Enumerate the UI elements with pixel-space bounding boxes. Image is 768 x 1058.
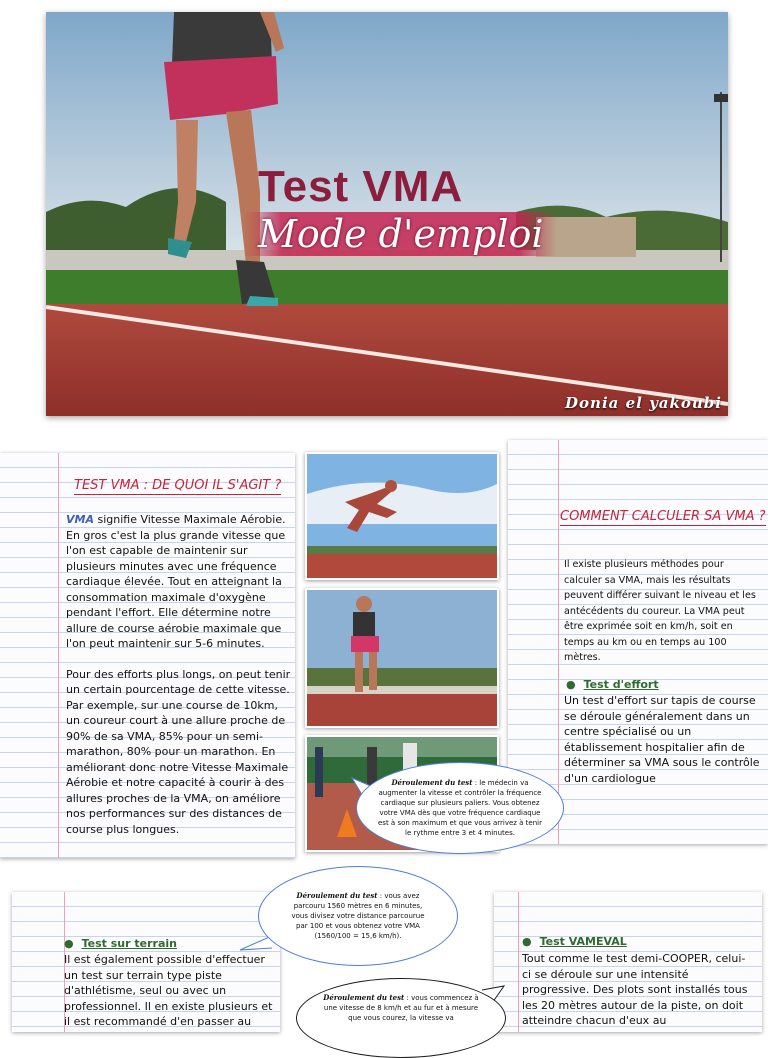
bubble-vameval-label: Déroulement du test <box>323 993 405 1002</box>
test-effort-heading <box>566 678 659 691</box>
section-heading-calc: COMMENT CALCULER SA VMA ? <box>560 509 766 524</box>
bubble-effort-label: Déroulement du test <box>391 778 473 787</box>
hero-title: Test VMA <box>258 162 464 211</box>
hero-banner <box>46 12 728 416</box>
test-effort-text: Un test d'effort sur tapis de course se déroule généralement dans un centre spécialisé ou un établissement hospitalier afin de déterminer sa VMA sous le contrôle d'un cardiologue <box>564 694 760 785</box>
hero-credit: Donia el yakoubi <box>565 394 722 412</box>
photo-runner <box>305 588 499 728</box>
bubble-terrain <box>258 866 458 966</box>
bubble-vameval <box>296 978 506 1058</box>
round-bullet-icon: ● <box>522 935 532 948</box>
margin-line <box>58 453 59 858</box>
round-bullet-icon: ● <box>566 678 576 691</box>
test-effort-label: Test d'effort <box>583 678 659 691</box>
bubble-vameval-text: : vous commencez à une vitesse de 8 km/h et au fur et à mesure que vous courez, la vitesse va <box>323 994 479 1022</box>
test-terrain-label: Test sur terrain <box>81 937 177 950</box>
photo-sprinter <box>305 452 499 580</box>
bubble-terrain-label: Déroulement du test <box>296 891 378 900</box>
sprinter-image <box>307 454 497 578</box>
bubble-effort <box>356 762 564 854</box>
round-bullet-icon: ● <box>64 937 74 950</box>
vma-lead: VMA <box>66 513 94 526</box>
test-vameval-label: Test VAMEVAL <box>539 935 627 948</box>
vma-definition-card <box>0 453 295 858</box>
bubble-effort-text: : le médecin va augmenter la vitesse et contrôler la fréquence cardiaque sur plusieurs paliers. Vous obtenez votre VMA dès que votre fréquence cardiaque est à son maximum et que vous arrivez à tenir le rythme entre 3 et 4 minutes. <box>378 779 542 837</box>
test-vameval-heading <box>522 935 627 948</box>
vma-para-2: Pour des efforts plus longs, on peut tenir un certain pourcentage de cette vitesse. Par exemple, sur une course de 10km, un coureur court à une allure proche de 90% de sa VMA, 85% pour un semi-marathon, 80% pour un marathon. En améliorant donc notre Vitesse Maximale Aérobie et notre capacité à courir à des allures proches de la VMA, on améliore nos performances sur des distances de course plus longues. <box>66 667 291 836</box>
vma-definition-text <box>66 512 292 852</box>
test-vameval-text: Tout comme le test demi-COOPER, celui-ci se déroule sur une intensité progressive. Des plots sont installés tous les 20 mètres autour de la piste, on doit atteindre chacun d'eux au <box>522 952 748 1027</box>
bubble-terrain-text: : vous avez parcouru 1560 mètres en 6 minutes, vous divisez votre distance parcourue par 100 et vous obtenez votre VMA (1560/100 = 15,6 km/h). <box>291 892 425 940</box>
test-terrain-text: Il est également possible d'effectuer un test sur terrain type piste d'athlétisme, seul ou avec un professionnel. Il en existe plusieurs et il est recommandé d'en passer au <box>64 953 273 1028</box>
section-heading-vma: TEST VMA : DE QUOI IL S'AGIT ? <box>74 478 282 493</box>
calc-intro-text: Il existe plusieurs méthodes pour calculer sa VMA, mais les résultats peuvent différer suivant le niveau et les antécédents du coureur. La VMA peut être exprimée soit en km/h, soit en temps au km ou en temps au 100 mètres. <box>564 559 756 663</box>
hero-subtitle: Mode d'emploi <box>244 212 557 256</box>
vma-para-1: signifie Vitesse Maximale Aérobie. En gros c'est la plus grande vitesse que l'on est capable de maintenir sur plusieurs minutes avec une fréquence cardiaque élevée. Tout en atteignant la consommation maximale d'oxygène pendant l'effort. Elle détermine notre allure de course aérobie maximale que l'on peut maintenir sur 5-6 minutes. <box>66 513 286 650</box>
test-terrain-heading <box>64 937 177 950</box>
runner-image <box>307 590 497 726</box>
